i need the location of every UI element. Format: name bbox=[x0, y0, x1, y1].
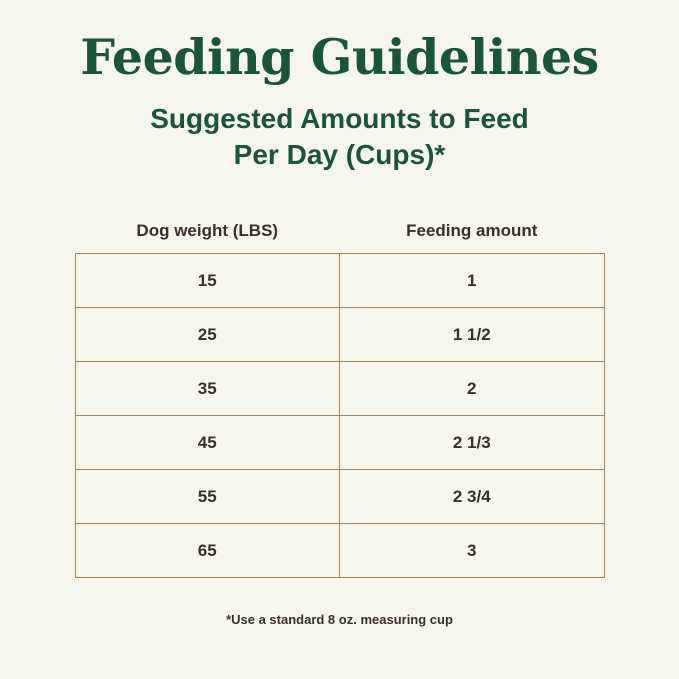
cell-feeding-amount: 2 1/3 bbox=[340, 416, 605, 470]
page-subtitle-line-2: Per Day (Cups)* bbox=[233, 139, 446, 171]
page-subtitle-line-1: Suggested Amounts to Feed bbox=[150, 103, 529, 135]
table-row bbox=[75, 362, 604, 416]
feeding-table-body bbox=[75, 254, 604, 578]
cell-dog-weight: 15 bbox=[75, 254, 340, 308]
feeding-table-head bbox=[75, 221, 604, 254]
cell-dog-weight: 45 bbox=[75, 416, 340, 470]
cell-feeding-amount: 3 bbox=[340, 524, 605, 578]
cell-feeding-amount: 2 3/4 bbox=[340, 470, 605, 524]
table-header-row bbox=[75, 221, 604, 254]
page-title: Feeding Guidelines bbox=[80, 28, 599, 86]
table-row bbox=[75, 308, 604, 362]
cell-feeding-amount: 1 1/2 bbox=[340, 308, 605, 362]
cell-feeding-amount: 1 bbox=[340, 254, 605, 308]
column-header-dog-weight: Dog weight (LBS) bbox=[136, 221, 279, 241]
table-row bbox=[75, 470, 604, 524]
table-row bbox=[75, 524, 604, 578]
cell-dog-weight: 65 bbox=[75, 524, 340, 578]
table-row bbox=[75, 254, 604, 308]
table-row bbox=[75, 416, 604, 470]
feeding-table bbox=[75, 221, 605, 578]
cell-dog-weight: 25 bbox=[75, 308, 340, 362]
column-header-feeding-amount: Feeding amount bbox=[406, 221, 538, 241]
cell-dog-weight: 55 bbox=[75, 470, 340, 524]
footnote: *Use a standard 8 oz. measuring cup bbox=[226, 612, 453, 628]
page-subtitle bbox=[150, 101, 529, 173]
feeding-table-container bbox=[75, 221, 605, 578]
cell-dog-weight: 35 bbox=[75, 362, 340, 416]
cell-feeding-amount: 2 bbox=[340, 362, 605, 416]
